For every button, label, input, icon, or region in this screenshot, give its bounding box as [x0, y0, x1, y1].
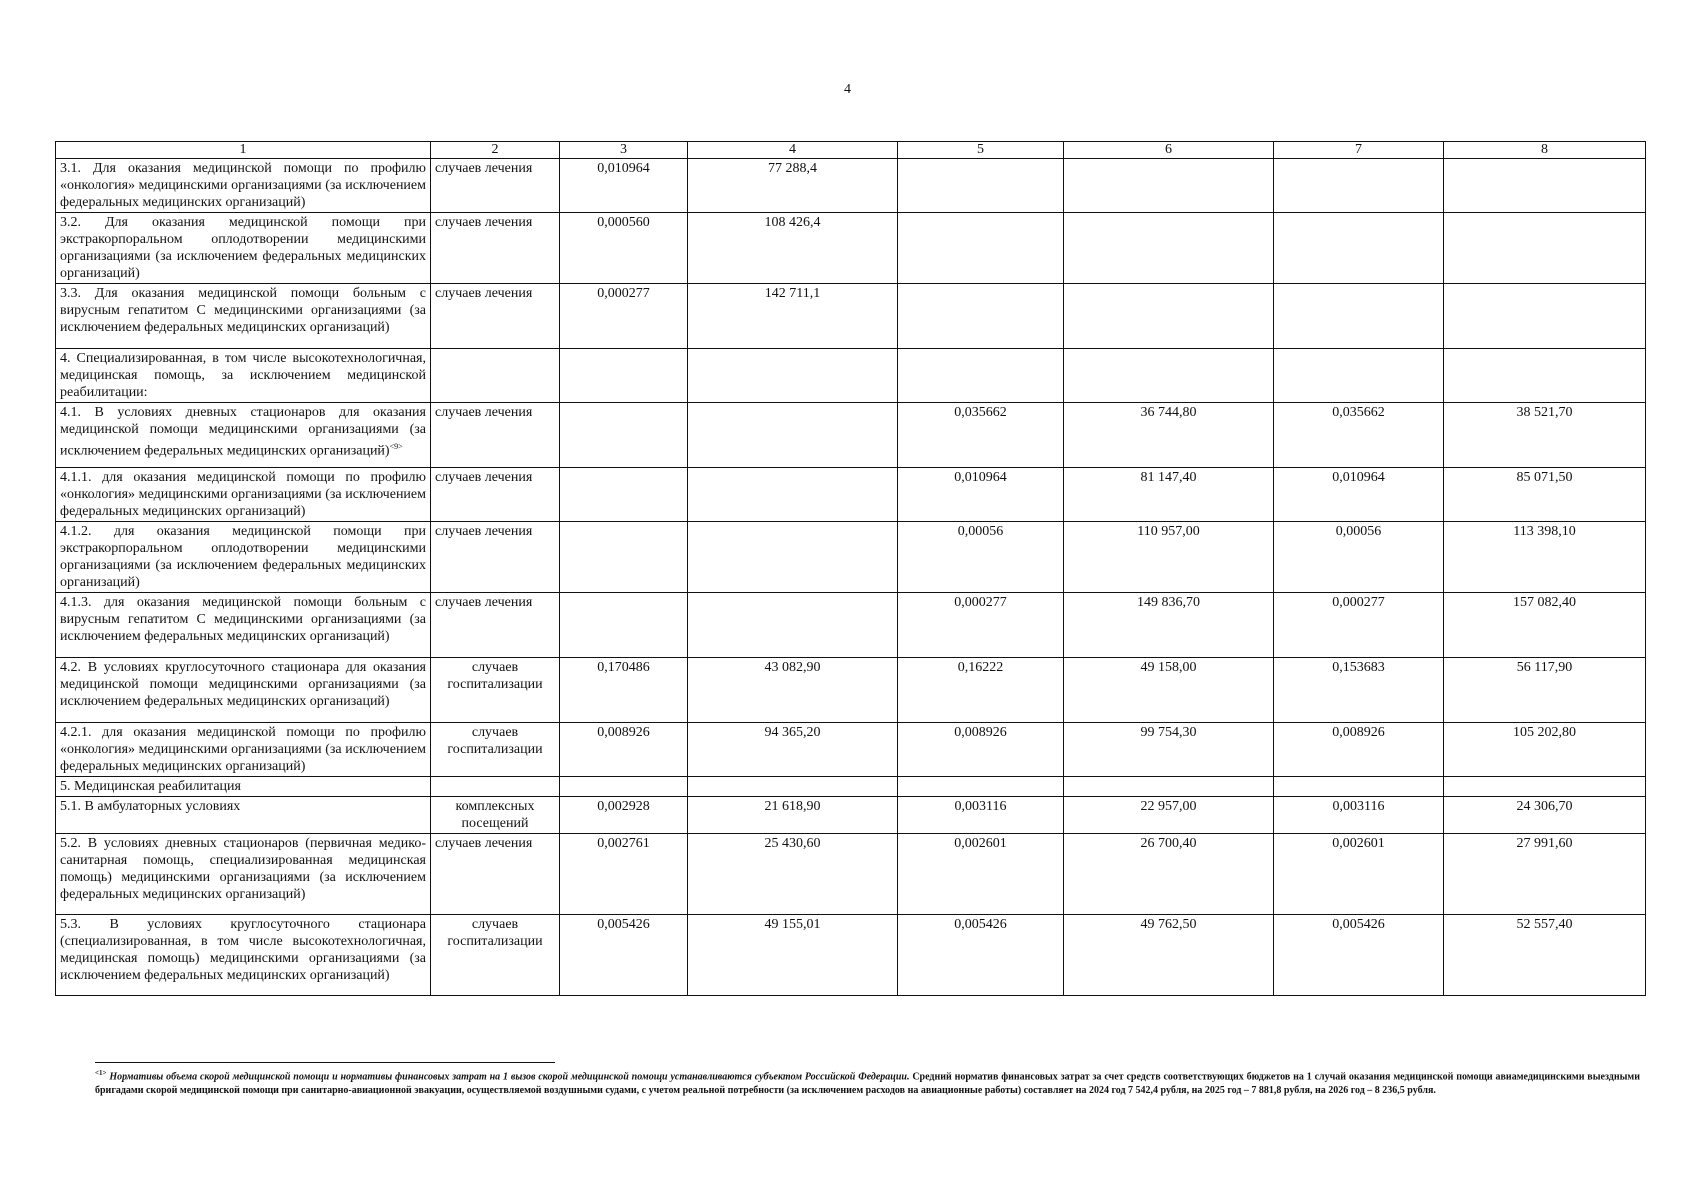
value-cell-c7: 0,153683: [1274, 658, 1444, 723]
norms-table: [55, 141, 1646, 996]
table-row: [56, 349, 1646, 403]
value-cell-c4: [688, 349, 898, 403]
unit-cell: случаев лечения: [431, 593, 560, 658]
value-cell-c3: 0,008926: [560, 723, 688, 777]
unit-cell: комплексных посещений: [431, 797, 560, 834]
value-cell-c7: 0,00056: [1274, 522, 1444, 593]
table-row: [56, 834, 1646, 915]
table-row: [56, 522, 1646, 593]
value-cell-c3: [560, 468, 688, 522]
value-cell-c8: [1444, 159, 1646, 213]
value-cell-c6: 149 836,70: [1064, 593, 1274, 658]
value-cell-c6: [1064, 777, 1274, 797]
indicator-name-cell: [56, 797, 431, 834]
value-cell-c3: [560, 522, 688, 593]
value-cell-c8: 113 398,10: [1444, 522, 1646, 593]
value-cell-c8: 105 202,80: [1444, 723, 1646, 777]
indicator-name-cell: [56, 834, 431, 915]
value-cell-c7: [1274, 349, 1444, 403]
value-cell-c7: 0,000277: [1274, 593, 1444, 658]
value-cell-c4: [688, 403, 898, 468]
value-cell-c5: 0,002601: [898, 834, 1064, 915]
column-number: 8: [1444, 142, 1646, 159]
footnote-separator: [95, 1062, 555, 1063]
value-cell-c7: [1274, 213, 1444, 284]
value-cell-c7: 0,008926: [1274, 723, 1444, 777]
value-cell-c3: [560, 349, 688, 403]
value-cell-c8: [1444, 284, 1646, 349]
value-cell-c4: 94 365,20: [688, 723, 898, 777]
value-cell-c4: 43 082,90: [688, 658, 898, 723]
value-cell-c3: 0,002761: [560, 834, 688, 915]
value-cell-c7: 0,003116: [1274, 797, 1444, 834]
value-cell-c7: 0,005426: [1274, 915, 1444, 996]
value-cell-c3: 0,002928: [560, 797, 688, 834]
column-number: 4: [688, 142, 898, 159]
value-cell-c6: [1064, 213, 1274, 284]
value-cell-c8: 157 082,40: [1444, 593, 1646, 658]
table-row: [56, 403, 1646, 468]
footnote-marker: <1>: [95, 1069, 107, 1077]
indicator-name: 5. Медицинская реабилитация: [60, 779, 241, 794]
table-row: [56, 658, 1646, 723]
indicator-name: 4.2.1. для оказания медицинской помощи по профилю «онкология» медицинскими организациями (за исключением федеральных медицинских организаций): [60, 725, 426, 774]
column-number: 5: [898, 142, 1064, 159]
value-cell-c4: [688, 593, 898, 658]
indicator-name: 4.1.3. для оказания медицинской помощи больным с вирусным гепатитом С медицинскими организациями (за исключением федеральных медицинских организаций): [60, 595, 426, 644]
indicator-name-cell: [56, 593, 431, 658]
value-cell-c6: [1064, 284, 1274, 349]
unit-cell: случаев лечения: [431, 468, 560, 522]
indicator-name: 4.2. В условиях круглосуточного стационара для оказания медицинской помощи медицинскими организациями (за исключением федеральных медицинских организаций): [60, 660, 426, 709]
value-cell-c4: 49 155,01: [688, 915, 898, 996]
value-cell-c6: 110 957,00: [1064, 522, 1274, 593]
value-cell-c8: [1444, 213, 1646, 284]
value-cell-c8: 56 117,90: [1444, 658, 1646, 723]
value-cell-c5: 0,00056: [898, 522, 1064, 593]
value-cell-c4: [688, 522, 898, 593]
table-row: [56, 593, 1646, 658]
indicator-name: 3.2. Для оказания медицинской помощи при экстракорпоральном оплодотворении медицинскими организациями (за исключением федеральных медицинских организаций): [60, 215, 426, 281]
value-cell-c5: 0,003116: [898, 797, 1064, 834]
value-cell-c6: 26 700,40: [1064, 834, 1274, 915]
footnote-text: Средний норматив финансовых затрат за счет средств соответствующих бюджетов на 1 случай оказания медицинской помощи авиамедицинскими выездными бригадами скорой медицинской помощи при санитарно-авиационной эвакуации, осуществляемой воздушными судами, с учетом реальной потребности (за исключением расходов на авиационные работы) составляет на 2024 год 7 542,4 рубля, на 2025 год – 7 881,8 рубля, на 2026 год – 8 236,5 рубля.: [95, 1071, 1640, 1097]
value-cell-c7: 0,035662: [1274, 403, 1444, 468]
indicator-name: 5.3. В условиях круглосуточного стационара (специализированная, в том числе высокотехнологичная, медицинская помощь) медицинскими организациями (за исключением федеральных медицинских организаций): [60, 917, 426, 983]
column-number: 2: [431, 142, 560, 159]
value-cell-c6: [1064, 159, 1274, 213]
indicator-name-cell: [56, 777, 431, 797]
page-number: 4: [844, 82, 851, 97]
table-body: [56, 159, 1646, 996]
unit-cell: случаев лечения: [431, 284, 560, 349]
value-cell-c6: [1064, 349, 1274, 403]
unit-cell: случаев госпитализации: [431, 658, 560, 723]
column-number: 7: [1274, 142, 1444, 159]
table-row: [56, 468, 1646, 522]
value-cell-c8: [1444, 349, 1646, 403]
value-cell-c4: 142 711,1: [688, 284, 898, 349]
value-cell-c8: [1444, 777, 1646, 797]
value-cell-c3: 0,000277: [560, 284, 688, 349]
value-cell-c3: 0,005426: [560, 915, 688, 996]
value-cell-c8: 38 521,70: [1444, 403, 1646, 468]
indicator-name-cell: [56, 284, 431, 349]
value-cell-c6: 81 147,40: [1064, 468, 1274, 522]
unit-cell: [431, 777, 560, 797]
indicator-name-cell: [56, 403, 431, 468]
table-row: [56, 777, 1646, 797]
value-cell-c3: 0,170486: [560, 658, 688, 723]
column-number: 1: [56, 142, 431, 159]
indicator-name-cell: [56, 213, 431, 284]
column-number: 3: [560, 142, 688, 159]
table-row: [56, 723, 1646, 777]
indicator-name-cell: [56, 723, 431, 777]
value-cell-c5: [898, 213, 1064, 284]
value-cell-c6: 49 158,00: [1064, 658, 1274, 723]
value-cell-c3: 0,010964: [560, 159, 688, 213]
value-cell-c8: 85 071,50: [1444, 468, 1646, 522]
table-row: [56, 284, 1646, 349]
unit-cell: случаев лечения: [431, 403, 560, 468]
value-cell-c5: 0,010964: [898, 468, 1064, 522]
value-cell-c5: 0,16222: [898, 658, 1064, 723]
indicator-name: 4.1. В условиях дневных стационаров для оказания медицинской помощи медицинскими организациями (за исключением федеральных медицинских организаций): [60, 405, 426, 459]
indicator-name: 3.1. Для оказания медицинской помощи по профилю «онкология» медицинскими организациями (за исключением федеральных медицинских организаций): [60, 161, 426, 210]
value-cell-c4: [688, 777, 898, 797]
value-cell-c5: [898, 777, 1064, 797]
value-cell-c6: 36 744,80: [1064, 403, 1274, 468]
indicator-name: 4. Специализированная, в том числе высокотехнологичная, медицинская помощь, за исключением медицинской реабилитации:: [60, 351, 426, 400]
table-row: [56, 213, 1646, 284]
indicator-name-cell: [56, 522, 431, 593]
value-cell-c7: 0,010964: [1274, 468, 1444, 522]
table-row: [56, 915, 1646, 996]
unit-cell: случаев госпитализации: [431, 915, 560, 996]
value-cell-c5: 0,005426: [898, 915, 1064, 996]
indicator-name: 5.2. В условиях дневных стационаров (первичная медико-санитарная помощь, специализированная медицинская помощь) медицинскими организациями (за исключением федеральных медицинских организаций): [60, 836, 426, 902]
value-cell-c6: 99 754,30: [1064, 723, 1274, 777]
value-cell-c5: [898, 349, 1064, 403]
indicator-name: 4.1.1. для оказания медицинской помощи по профилю «онкология» медицинскими организациями (за исключением федеральных медицинских организаций): [60, 470, 426, 519]
value-cell-c5: 0,008926: [898, 723, 1064, 777]
footnote: [95, 1066, 1640, 1098]
indicator-name-cell: [56, 658, 431, 723]
column-number-row: [56, 142, 1646, 159]
indicator-name-cell: [56, 349, 431, 403]
value-cell-c5: 0,000277: [898, 593, 1064, 658]
indicator-name-cell: [56, 468, 431, 522]
value-cell-c3: [560, 777, 688, 797]
unit-cell: случаев лечения: [431, 522, 560, 593]
unit-cell: случаев госпитализации: [431, 723, 560, 777]
unit-cell: случаев лечения: [431, 834, 560, 915]
value-cell-c3: 0,000560: [560, 213, 688, 284]
value-cell-c6: 22 957,00: [1064, 797, 1274, 834]
value-cell-c4: 25 430,60: [688, 834, 898, 915]
value-cell-c7: [1274, 159, 1444, 213]
indicator-name-cell: [56, 915, 431, 996]
value-cell-c8: 52 557,40: [1444, 915, 1646, 996]
value-cell-c8: 24 306,70: [1444, 797, 1646, 834]
value-cell-c4: 77 288,4: [688, 159, 898, 213]
value-cell-c3: [560, 403, 688, 468]
footnote-reference: <9>: [389, 442, 403, 451]
value-cell-c4: 21 618,90: [688, 797, 898, 834]
value-cell-c4: [688, 468, 898, 522]
value-cell-c8: 27 991,60: [1444, 834, 1646, 915]
table-row: [56, 159, 1646, 213]
value-cell-c5: [898, 159, 1064, 213]
indicator-name-cell: [56, 159, 431, 213]
value-cell-c6: 49 762,50: [1064, 915, 1274, 996]
value-cell-c5: 0,035662: [898, 403, 1064, 468]
value-cell-c5: [898, 284, 1064, 349]
unit-cell: случаев лечения: [431, 159, 560, 213]
column-number: 6: [1064, 142, 1274, 159]
indicator-name: 3.3. Для оказания медицинской помощи больным с вирусным гепатитом С медицинскими организациями (за исключением федеральных медицинских организаций): [60, 286, 426, 335]
unit-cell: случаев лечения: [431, 213, 560, 284]
unit-cell: [431, 349, 560, 403]
indicator-name: 4.1.2. для оказания медицинской помощи при экстракорпоральном оплодотворении медицинскими организациями (за исключением федеральных медицинских организаций): [60, 524, 426, 590]
value-cell-c3: [560, 593, 688, 658]
footnote-italic-text: Нормативы объема скорой медицинской помощи и нормативы финансовых затрат на 1 вызов скорой медицинской помощи устанавливаются субъектом Российской Федерации.: [109, 1071, 910, 1083]
indicator-name: 5.1. В амбулаторных условиях: [60, 799, 241, 814]
table-row: [56, 797, 1646, 834]
value-cell-c7: 0,002601: [1274, 834, 1444, 915]
value-cell-c4: 108 426,4: [688, 213, 898, 284]
value-cell-c7: [1274, 284, 1444, 349]
value-cell-c7: [1274, 777, 1444, 797]
